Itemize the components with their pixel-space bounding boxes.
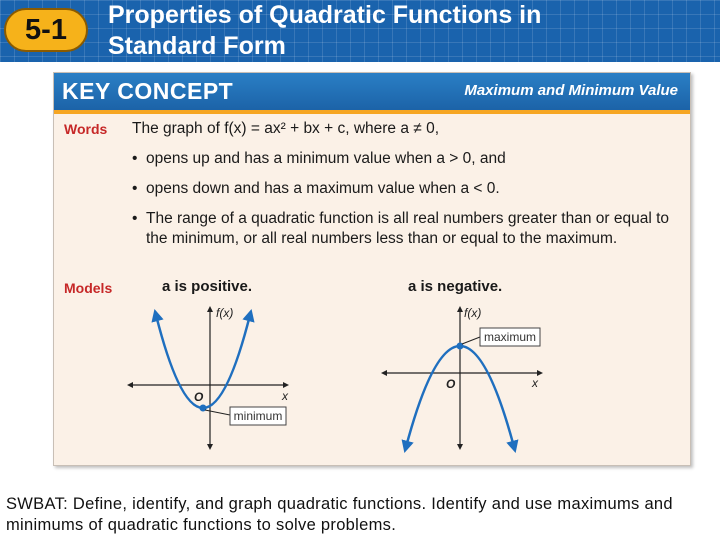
bullet-item: • opens up and has a minimum value when a > 0, and	[132, 149, 677, 169]
origin-label: O	[446, 377, 456, 391]
bullet-item: • opens down and has a maximum value when a < 0.	[132, 179, 677, 199]
maximum-label: maximum	[483, 330, 537, 344]
bullet-list	[132, 149, 677, 249]
models-label: Models	[64, 280, 113, 296]
lesson-number-badge: 5-1	[4, 8, 88, 52]
slide-title	[108, 0, 708, 62]
origin-label: O	[194, 390, 204, 404]
y-axis-label: f(x)	[464, 306, 482, 320]
bullet-item: • The range of a quadratic function is all real numbers greater than or equal to the minimum, or all real numbers less than or equal to the maximum.	[132, 209, 677, 249]
slide-title-line1: Properties of Quadratic Functions in	[108, 1, 542, 29]
swbat-objective: SWBAT: Define, identify, and graph quadratic functions. Identify and use maximums and minimums of quadratic functions to solve problems.	[6, 495, 673, 534]
minimum-leader	[205, 410, 230, 415]
words-text	[132, 119, 677, 259]
key-concept-bar	[54, 73, 690, 110]
model-negative-caption: a is negative.	[408, 278, 503, 295]
x-axis-label: x	[282, 389, 288, 403]
x-axis-label: x	[532, 376, 538, 390]
slide-header	[0, 0, 720, 62]
key-concept-label: KEY CONCEPT	[62, 78, 234, 104]
key-concept-subtitle: Maximum and Minimum Value	[464, 82, 678, 99]
y-axis-label: f(x)	[216, 306, 234, 320]
model-positive-graph	[126, 301, 296, 461]
model-positive-caption: a is positive.	[162, 278, 253, 295]
words-intro: The graph of f(x) = ax² + bx + c, where a ≠ 0,	[132, 120, 440, 137]
key-concept-box	[53, 72, 691, 466]
maximum-leader	[462, 337, 480, 344]
model-negative-graph	[380, 301, 550, 461]
slide-title-line2: Standard Form	[108, 32, 286, 60]
words-label: Words	[64, 121, 108, 137]
minimum-label: minimum	[233, 409, 283, 423]
